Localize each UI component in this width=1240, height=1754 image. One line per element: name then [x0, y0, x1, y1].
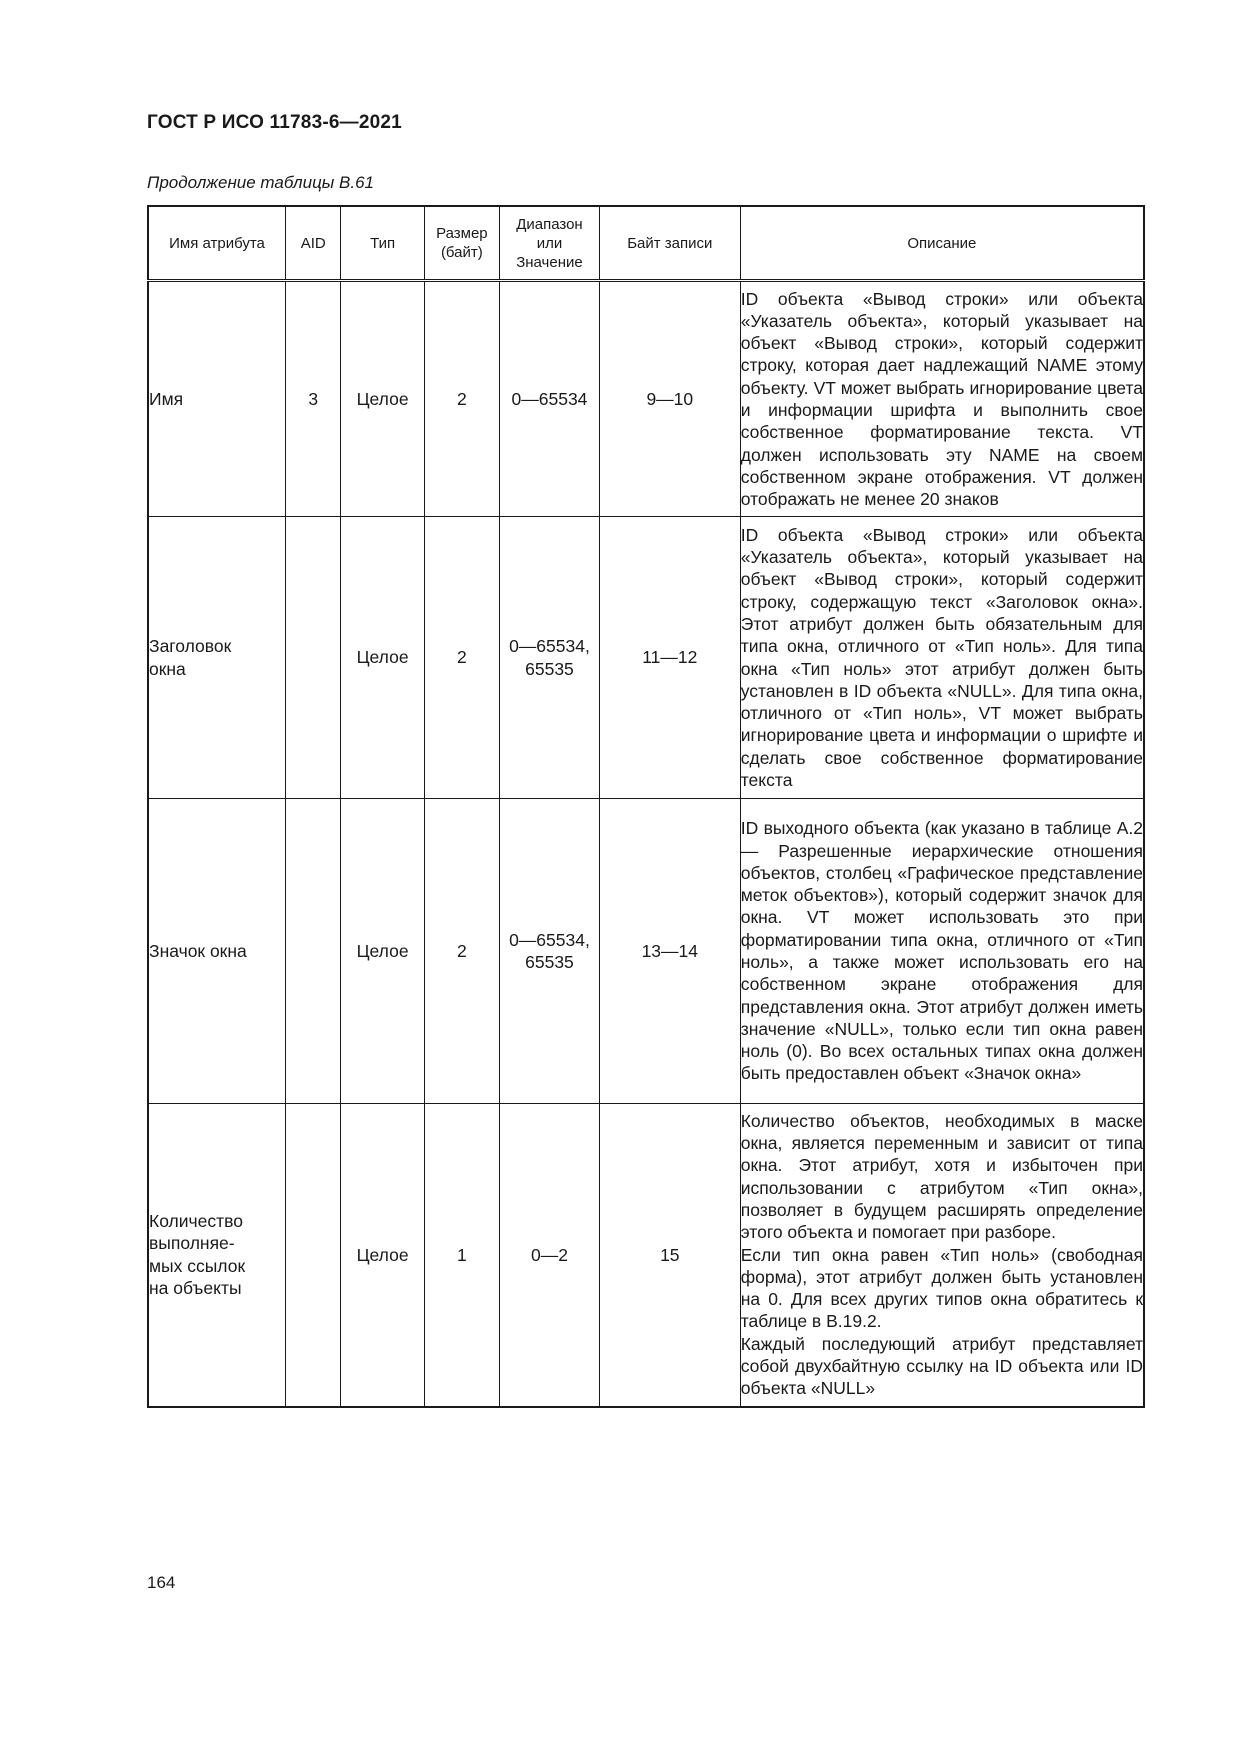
page-number: 164 — [147, 1573, 176, 1592]
cell-aid — [286, 517, 341, 799]
cell-record-bytes: 9—10 — [599, 281, 740, 517]
cell-description: ID выходного объекта (как указано в таблице А.2 — Разрешенные иерархические отношения объектов, столбец «Графическое представление меток объектов»), который содержит значок для окна. VT может использовать это при форматировании типа окна, отличного от «Тип ноль», а также может использовать его на собственном экране отображения для представления окна. Этот атрибут должен иметь значение «NULL», только если тип окна равен ноль (0). Во всех остальных типах окна должен быть предоставлен объект «Значок окна» — [740, 799, 1144, 1104]
cell-aid — [286, 799, 341, 1104]
cell-description: ID объекта «Вывод строки» или объекта «Указатель объекта», который указывает на объект «Вывод строки», который содержит строку, содержащую текст «Заголовок окна». Этот атрибут должен быть обязательным для типа окна, отличного от «Тип ноль». Для типа окна «Тип ноль» этот атрибут должен быть установлен в ID объекта «NULL». Для типа окна, отличного от «Тип ноль», VT может выбрать игнорирование цвета и информации о шрифте и сделать свое собственное форматирование текста — [740, 517, 1144, 799]
cell-attribute-name: Заголовок окна — [148, 517, 286, 799]
cell-range: 0—65534, 65535 — [500, 799, 600, 1104]
cell-description: Количество объектов, необходимых в маске окна, является переменным и зависит от типа окна. Этот атрибут, хотя и избыточен при использовании с атрибутом «Тип окна», позволяет в будущем расширять определение этого объекта и помогает при разборе. Если тип окна равен «Тип ноль» (свободная форма), этот атрибут должен быть установлен на 0. Для всех других типов окна обратитесь к таблице в В.19.2. Каждый последующий атрибут представляет собой двухбайтную ссылку на ID объекта или ID объекта «NULL» — [740, 1104, 1144, 1407]
column-header-range: Диапазон или Значение — [500, 206, 600, 281]
table-caption: Продолжение таблицы В.61 — [147, 173, 375, 192]
cell-attribute-name: Значок окна — [148, 799, 286, 1104]
cell-size: 2 — [424, 799, 499, 1104]
cell-range: 0—65534, 65535 — [500, 517, 600, 799]
attributes-table — [147, 205, 1145, 1408]
cell-size: 1 — [424, 1104, 499, 1407]
cell-type: Целое — [341, 799, 424, 1104]
cell-aid: 3 — [286, 281, 341, 517]
cell-size: 2 — [424, 517, 499, 799]
table-row — [148, 517, 1144, 799]
column-header-size: Размер (байт) — [424, 206, 499, 281]
cell-type: Целое — [341, 517, 424, 799]
table-row — [148, 799, 1144, 1104]
cell-range: 0—65534 — [500, 281, 600, 517]
cell-record-bytes: 11—12 — [599, 517, 740, 799]
column-header-aid: AID — [286, 206, 341, 281]
cell-record-bytes: 15 — [599, 1104, 740, 1407]
cell-aid — [286, 1104, 341, 1407]
column-header-description: Описание — [740, 206, 1144, 281]
table-row — [148, 1104, 1144, 1407]
cell-description: ID объекта «Вывод строки» или объекта «Указатель объекта», который указывает на объект «Вывод строки», который содержит строку, которая дает надлежащий NAME этому объекту. VT может выбрать игнорирование цвета и информации шрифта и выполнить свое собственное форматирование текста. VT должен использовать эту NAME на своем собственном экране отображения. VT должен отображать не менее 20 знаков — [740, 281, 1144, 517]
cell-type: Целое — [341, 281, 424, 517]
cell-record-bytes: 13—14 — [599, 799, 740, 1104]
column-header-bytes: Байт записи — [599, 206, 740, 281]
cell-type: Целое — [341, 1104, 424, 1407]
cell-range: 0—2 — [500, 1104, 600, 1407]
table-header-row — [148, 206, 1144, 281]
cell-size: 2 — [424, 281, 499, 517]
document-header: ГОСТ Р ИСО 11783-6—2021 — [147, 112, 402, 133]
cell-attribute-name: Количество выполняе- мых ссылок на объекты — [148, 1104, 286, 1407]
column-header-type: Тип — [341, 206, 424, 281]
table-row — [148, 281, 1144, 517]
cell-attribute-name: Имя — [148, 281, 286, 517]
column-header-name: Имя атрибута — [148, 206, 286, 281]
